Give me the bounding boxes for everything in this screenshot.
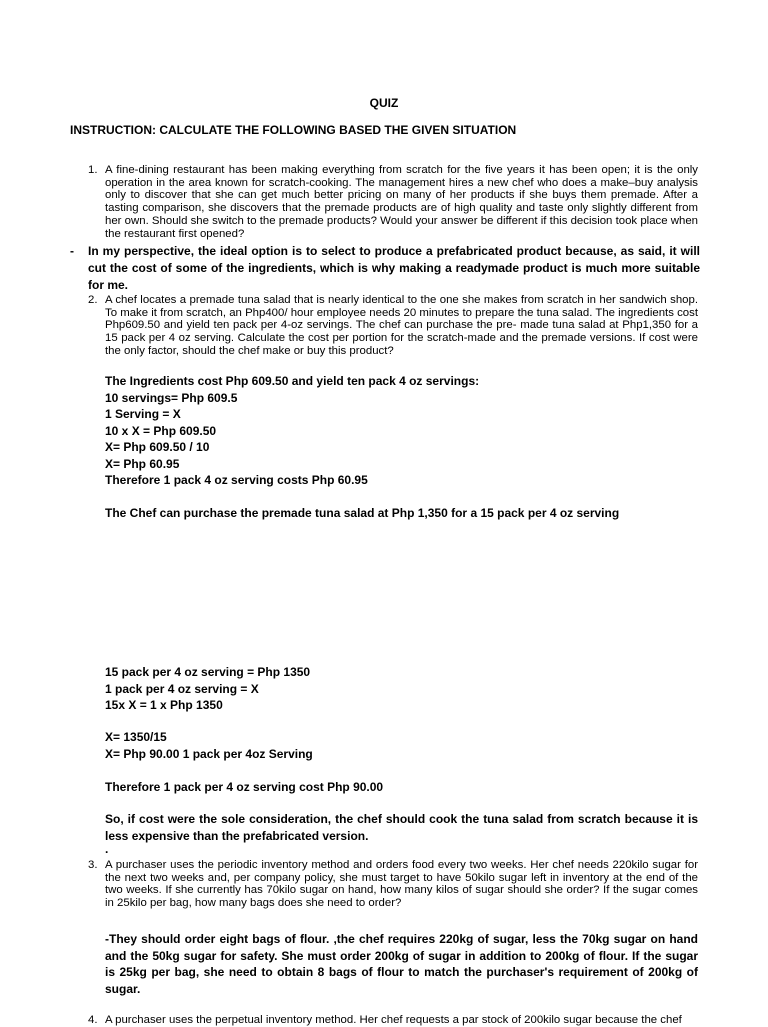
calc-line: X= Php 60.95 bbox=[105, 456, 180, 471]
page-title: QUIZ bbox=[369, 96, 399, 110]
question-1 bbox=[88, 164, 698, 240]
answer-3 bbox=[105, 931, 698, 997]
scratch-calculation bbox=[105, 373, 698, 489]
question-number: 2. bbox=[88, 294, 98, 306]
question-text: A chef locates a premade tuna salad that is nearly identical to the one she makes from scratch in her sandwich shop. To make it from scratch, an Php400/ hour employee needs 20 minutes to prepare the tuna salad. The ingredients cost Php609.50 and yield ten pack per 4-oz servings. The chef can purchase the pre- made tuna salad at Php1,350 for a 15 pack per 4 oz serving. Calculate the cost per portion for the scratch-made and the premade versions. If cost were the only factor, should the chef make or buy this product? bbox=[105, 294, 698, 357]
answer-1 bbox=[70, 243, 700, 294]
calc-line: Therefore 1 pack per 4 oz serving cost Php 90.00 bbox=[105, 780, 384, 794]
calc-line: Therefore 1 pack 4 oz serving costs Php 60.95 bbox=[105, 473, 368, 487]
question-4 bbox=[88, 1014, 698, 1027]
answer-text: In my perspective, the ideal option is to select to produce a prefabricated product because, as said, it will cut the cost of some of the ingredients, which is why making a readymade product is much more suitable for me. bbox=[88, 244, 700, 292]
premade-therefore bbox=[105, 779, 698, 796]
calc-line: The Ingredients cost Php 609.50 and yield ten pack 4 oz servings: bbox=[105, 374, 480, 388]
conclusion-dot: . bbox=[105, 842, 109, 856]
calc-line: X= Php 609.50 / 10 bbox=[105, 440, 210, 454]
bullet-dash: - bbox=[70, 244, 74, 258]
premade-intro bbox=[105, 505, 698, 522]
answer-text: -They should order eight bags of flour. ,the chef requires 220kg of sugar, less the 70kg sugar on hand and the 50kg sugar for safety. She must order 200kg of sugar in addition to 200kg of flour. If the sugar is 25kg per bag, she need to obtain 8 bags of flour to match the purchaser's requirement of 200kg of sugar. bbox=[105, 932, 698, 996]
calc-line: 1 pack per 4 oz serving = X bbox=[105, 681, 259, 696]
calc-line: The Chef can purchase the premade tuna salad at Php 1,350 for a 15 pack per 4 oz serving bbox=[105, 506, 620, 520]
calc-line: 10 servings= Php 609.5 bbox=[105, 390, 238, 405]
instruction-heading: INSTRUCTION: CALCULATE THE FOLLOWING BASED THE GIVEN SITUATION bbox=[70, 123, 517, 137]
premade-result bbox=[105, 729, 698, 762]
conclusion-text: So, if cost were the sole consideration, the chef should cook the tuna salad from scratch because it is less expensive than the prefabricated version. bbox=[105, 812, 698, 843]
calc-line: X= 1350/15 bbox=[105, 730, 167, 744]
calc-line: 1 Serving = X bbox=[105, 407, 181, 421]
answer-2-conclusion bbox=[105, 811, 698, 854]
calc-line: 15 pack per 4 oz serving = Php 1350 bbox=[105, 665, 311, 679]
question-text: A fine-dining restaurant has been making everything from scratch for the five years it has been open; it is the only operation in the area known for scratch-cooking. The management hires a new chef who does a make–buy analysis only to discover that she can get much better pricing on many of her products if she buys them premade. After a tasting comparison, she discovers that the premade products are of high quality and taste only slightly different from her own. Should she switch to the premade products? Would your answer be different if this decision took place when the restaurant first opened? bbox=[105, 164, 698, 240]
question-3 bbox=[88, 859, 698, 910]
calc-line: 10 x X = Php 609.50 bbox=[105, 423, 217, 438]
question-2 bbox=[88, 294, 698, 358]
question-number: 4. bbox=[88, 1014, 98, 1026]
premade-calculation bbox=[105, 664, 698, 714]
question-number: 3. bbox=[88, 859, 98, 871]
calc-line: 15x X = 1 x Php 1350 bbox=[105, 698, 223, 712]
question-text: A purchaser uses the periodic inventory method and orders food every two weeks. Her chef needs 220kilo sugar for the next two weeks and, per company policy, she must target to have 50kilo sugar left in inventory at the end of the two weeks. If she currently has 70kilo sugar on hand, how many kilos of sugar should she order? If the sugar comes in 25kilo per bag, how many bags does she need to order? bbox=[105, 859, 698, 910]
calc-line: X= Php 90.00 1 pack per 4oz Serving bbox=[105, 746, 313, 761]
question-text: A purchaser uses the perpetual inventory method. Her chef requests a par stock of 200kilo sugar because the chef bbox=[105, 1014, 682, 1026]
question-number: 1. bbox=[88, 164, 98, 176]
